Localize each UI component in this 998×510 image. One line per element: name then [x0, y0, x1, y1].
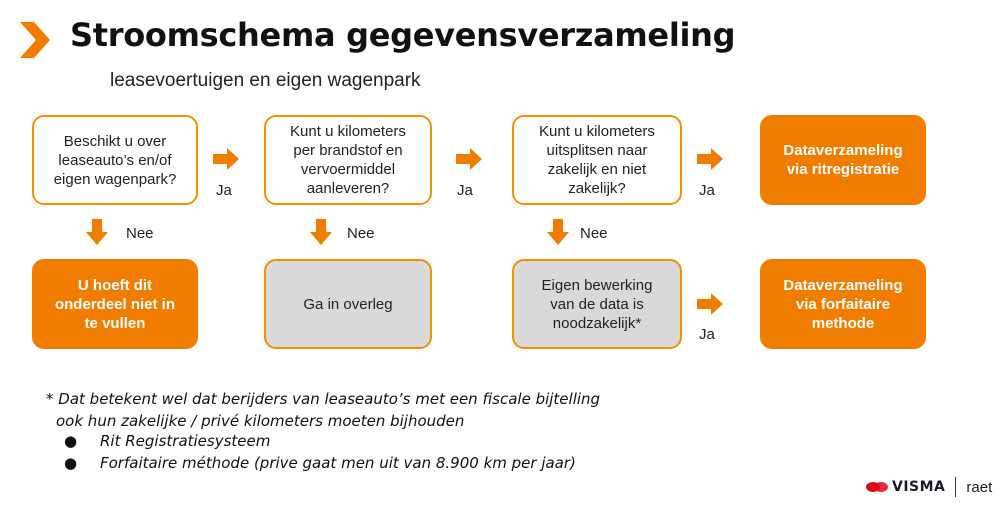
result-flat-rate-box	[760, 259, 926, 349]
box-line: per brandstof en	[293, 142, 403, 159]
visma-mark-icon	[866, 480, 888, 494]
footnote-line: ook hun zakelijke / privé kilometers moeten bijhouden	[56, 412, 465, 430]
arrow-right-icon	[697, 293, 723, 315]
box-line: zakelijk en niet	[547, 161, 647, 178]
page-subtitle: leasevoertuigen en eigen wagenpark	[110, 70, 421, 91]
logo-brand: VISMA	[892, 479, 946, 495]
box-line: Kunt u kilometers	[290, 123, 406, 140]
logo-divider	[955, 477, 956, 497]
box-line: Beschikt u over	[63, 132, 167, 150]
box-line: Dataverzameling	[783, 276, 903, 294]
result-trip-registration-box	[760, 115, 926, 205]
box-line: onderdeel niet in	[54, 295, 175, 313]
box-line: U hoeft dit	[77, 276, 153, 294]
bullet-text: Rit Registratiesysteem	[100, 432, 271, 450]
arrow-right-icon	[697, 148, 723, 170]
question-fleet-box	[32, 115, 198, 205]
yes-label: Ja	[699, 326, 715, 343]
box-line: van de data is	[550, 295, 644, 313]
footnote-line: Dat betekent wel dat berijders van leaseauto’s met een fiscale bijtelling	[58, 390, 601, 408]
box-line: te vullen	[84, 314, 146, 332]
visma-raet-logo	[866, 477, 992, 497]
box-line: aanleveren?	[306, 180, 390, 197]
box-line: Ga in overleg	[303, 295, 393, 313]
yes-label: Ja	[457, 182, 473, 199]
no-label: Nee	[347, 225, 375, 242]
box-line: methode	[811, 314, 875, 332]
arrow-right-icon	[456, 148, 482, 170]
footnote-bullets	[64, 430, 576, 474]
box-line: eigen wagenpark?	[53, 170, 177, 188]
box-line: zakelijk?	[568, 180, 626, 197]
result-consult-box	[264, 259, 432, 349]
logo-partner: raet	[966, 478, 993, 496]
box-line: Eigen bewerking	[541, 276, 653, 294]
arrow-down-icon	[310, 219, 332, 245]
footnote	[46, 388, 600, 432]
arrow-right-icon	[213, 148, 239, 170]
list-item: ● Rit Registratiesysteem	[64, 432, 271, 450]
box-line: via ritregistratie	[786, 161, 900, 178]
arrow-down-icon	[547, 219, 569, 245]
result-own-processing-box	[512, 259, 682, 349]
box-line: leaseauto’s en/of	[58, 151, 172, 169]
footnote-star: *	[46, 390, 54, 408]
question-fuel-box	[264, 115, 432, 205]
no-label: Nee	[580, 225, 608, 242]
list-item: ● Forfaitaire méthode (prive gaat men uit van 8.900 km per jaar)	[64, 454, 576, 472]
page-title: Stroomschema gegevensverzameling	[70, 16, 736, 54]
no-label: Nee	[126, 225, 154, 242]
bullet-text: Forfaitaire méthode (prive gaat men uit van 8.900 km per jaar)	[100, 454, 576, 472]
result-not-applicable-box	[32, 259, 198, 349]
box-line: Kunt u kilometers	[539, 123, 655, 140]
box-line: vervoermiddel	[300, 161, 396, 178]
yes-label: Ja	[699, 182, 715, 199]
box-line: noodzakelijk*	[552, 314, 642, 332]
yes-label: Ja	[216, 182, 232, 199]
chevron-arrow-icon	[20, 22, 50, 58]
box-line: Dataverzameling	[783, 142, 903, 159]
question-split-box	[512, 115, 682, 205]
arrow-down-icon	[86, 219, 108, 245]
box-line: via forfaitaire	[795, 295, 891, 313]
box-line: uitsplitsen naar	[546, 142, 648, 159]
